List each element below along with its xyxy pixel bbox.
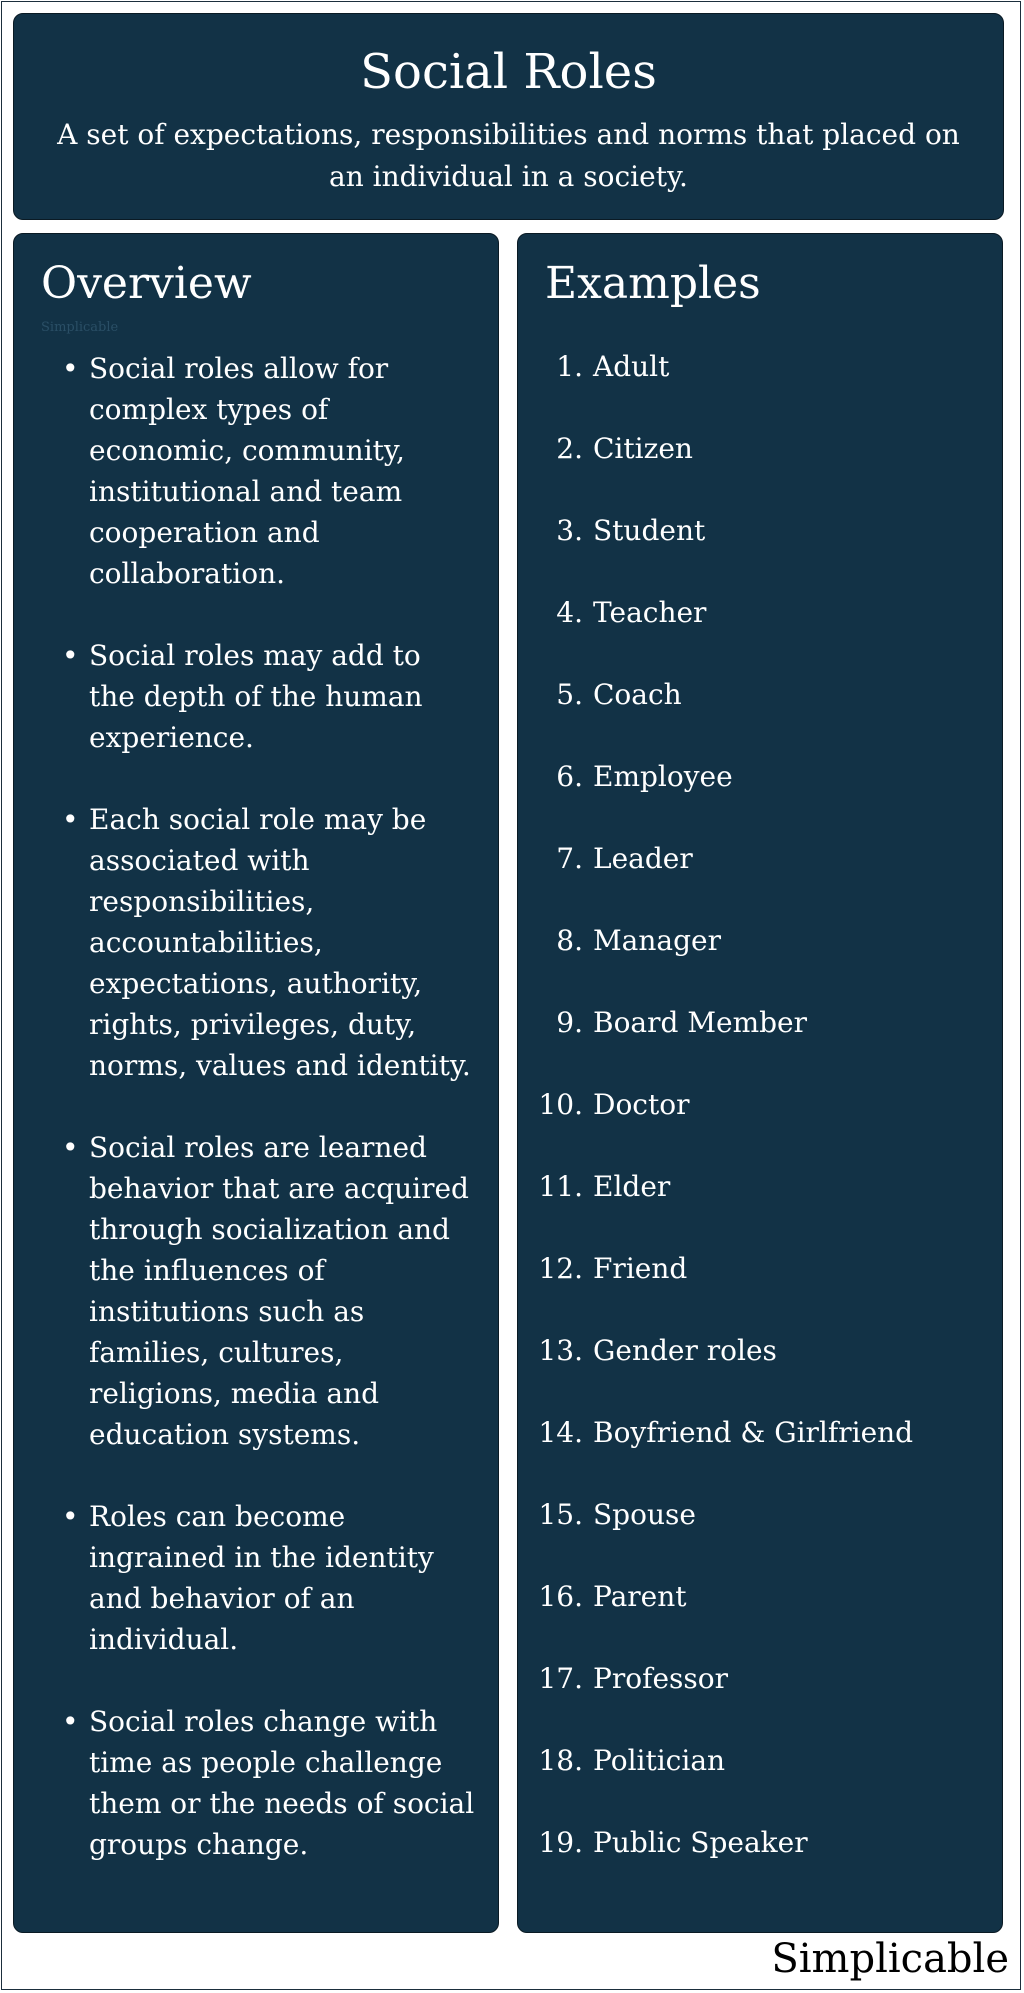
watermark: Simplicable bbox=[41, 320, 119, 335]
example-number: 17. bbox=[538, 1662, 583, 1695]
example-item bbox=[518, 674, 1002, 756]
example-item bbox=[518, 1002, 1002, 1084]
examples-panel bbox=[517, 233, 1003, 1933]
example-item bbox=[518, 1822, 1002, 1904]
overview-item: • Roles can become ingrained in the identity and behavior of an individual. bbox=[89, 1496, 475, 1660]
example-item bbox=[518, 346, 1002, 428]
examples-list bbox=[518, 346, 1002, 1904]
overview-panel bbox=[13, 233, 499, 1933]
overview-item: • Social roles change with time as people challenge them or the needs of social groups change. bbox=[89, 1701, 475, 1865]
example-item bbox=[518, 1576, 1002, 1658]
overview-item: • Social roles are learned behavior that are acquired through socialization and the influences of institutions such as families, cultures, religions, media and education systems. bbox=[89, 1127, 475, 1455]
example-item bbox=[518, 756, 1002, 838]
example-label: Parent bbox=[593, 1580, 687, 1613]
example-item bbox=[518, 1740, 1002, 1822]
example-number: 3. bbox=[556, 514, 583, 547]
example-label: Adult bbox=[593, 350, 670, 383]
example-number: 11. bbox=[538, 1170, 583, 1203]
example-number: 13. bbox=[538, 1334, 583, 1367]
example-number: 1. bbox=[556, 350, 583, 383]
example-item bbox=[518, 1166, 1002, 1248]
example-label: Spouse bbox=[593, 1498, 696, 1531]
example-number: 10. bbox=[538, 1088, 583, 1121]
example-number: 2. bbox=[556, 432, 583, 465]
example-item bbox=[518, 428, 1002, 510]
example-item bbox=[518, 920, 1002, 1002]
brand-logo: Simplicable bbox=[771, 1936, 1009, 1982]
example-label: Boyfriend & Girlfriend bbox=[593, 1416, 914, 1449]
example-item bbox=[518, 1084, 1002, 1166]
example-label: Manager bbox=[593, 924, 721, 957]
page-title: Social Roles bbox=[360, 44, 657, 100]
example-item bbox=[518, 592, 1002, 674]
example-number: 14. bbox=[538, 1416, 583, 1449]
example-number: 16. bbox=[538, 1580, 583, 1613]
header-panel bbox=[13, 13, 1004, 220]
example-item bbox=[518, 838, 1002, 920]
examples-title: Examples bbox=[545, 258, 761, 309]
example-label: Coach bbox=[593, 678, 682, 711]
page-description: A set of expectations, responsibilities and norms that placed on an individual in a society. bbox=[57, 118, 960, 193]
overview-title: Overview bbox=[41, 258, 252, 309]
example-label: Teacher bbox=[593, 596, 707, 629]
example-label: Elder bbox=[593, 1170, 671, 1203]
example-label: Citizen bbox=[593, 432, 693, 465]
example-item bbox=[518, 1248, 1002, 1330]
example-label: Gender roles bbox=[593, 1334, 777, 1367]
example-label: Doctor bbox=[593, 1088, 690, 1121]
overview-item: • Social roles allow for complex types of economic, community, institutional and team cooperation and collaboration. bbox=[89, 348, 475, 594]
example-item bbox=[518, 1494, 1002, 1576]
example-label: Politician bbox=[593, 1744, 726, 1777]
example-number: 5. bbox=[556, 678, 583, 711]
overview-list bbox=[14, 348, 498, 1906]
example-label: Board Member bbox=[593, 1006, 808, 1039]
example-label: Professor bbox=[593, 1662, 728, 1695]
example-number: 6. bbox=[556, 760, 583, 793]
example-item bbox=[518, 1412, 1002, 1494]
example-number: 15. bbox=[538, 1498, 583, 1531]
example-number: 7. bbox=[556, 842, 583, 875]
example-item bbox=[518, 1330, 1002, 1412]
example-number: 18. bbox=[538, 1744, 583, 1777]
example-number: 9. bbox=[556, 1006, 583, 1039]
example-number: 19. bbox=[538, 1826, 583, 1859]
example-number: 12. bbox=[538, 1252, 583, 1285]
example-label: Friend bbox=[593, 1252, 688, 1285]
example-item bbox=[518, 1658, 1002, 1740]
example-label: Student bbox=[593, 514, 706, 547]
example-item bbox=[518, 510, 1002, 592]
overview-item: • Each social role may be associated with responsibilities, accountabilities, expectations, authority, rights, privileges, duty, norms, values and identity. bbox=[89, 799, 475, 1086]
example-label: Employee bbox=[593, 760, 733, 793]
example-number: 8. bbox=[556, 924, 583, 957]
example-number: 4. bbox=[556, 596, 583, 629]
example-label: Leader bbox=[593, 842, 693, 875]
overview-item: • Social roles may add to the depth of the human experience. bbox=[89, 635, 475, 758]
example-label: Public Speaker bbox=[593, 1826, 808, 1859]
